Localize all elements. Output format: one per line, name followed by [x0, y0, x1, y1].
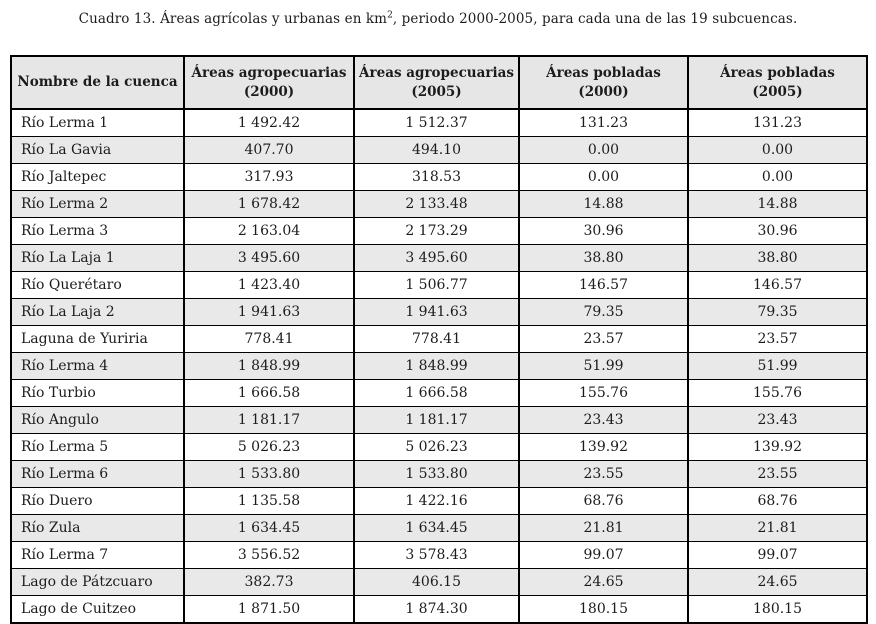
cuenca-name-cell: Río Lerma 3 [11, 218, 184, 245]
area-value-cell: 38.80 [688, 245, 867, 272]
area-value-cell: 2 133.48 [354, 191, 519, 218]
area-value-cell: 406.15 [354, 569, 519, 596]
area-value-cell: 382.73 [184, 569, 354, 596]
area-value-cell: 3 578.43 [354, 542, 519, 569]
table-row [11, 326, 867, 353]
column-header-nombre [11, 56, 184, 109]
area-value-cell: 131.23 [688, 109, 867, 137]
area-value-cell: 1 181.17 [184, 407, 354, 434]
table-row [11, 299, 867, 326]
cuenca-name-cell: Río La Laja 1 [11, 245, 184, 272]
cuenca-name-cell: Lago de Pátzcuaro [11, 569, 184, 596]
area-value-cell: 30.96 [519, 218, 688, 245]
area-value-cell: 1 634.45 [184, 515, 354, 542]
area-value-cell: 0.00 [688, 164, 867, 191]
area-value-cell: 1 512.37 [354, 109, 519, 137]
cuenca-name-cell: Río Lerma 2 [11, 191, 184, 218]
area-value-cell: 14.88 [519, 191, 688, 218]
table-row [11, 434, 867, 461]
header-line1: Áreas agropecuarias [359, 65, 514, 82]
table-row [11, 109, 867, 137]
table-row [11, 164, 867, 191]
cuenca-name-cell: Río Lerma 6 [11, 461, 184, 488]
area-value-cell: 1 871.50 [184, 596, 354, 624]
area-value-cell: 1 666.58 [184, 380, 354, 407]
table-row [11, 407, 867, 434]
caption-text-post: , periodo 2000-2005, para cada una de las 19 subcuencas. [392, 11, 798, 27]
area-value-cell: 139.92 [519, 434, 688, 461]
cuenca-name-cell: Río Lerma 5 [11, 434, 184, 461]
header-line1: Áreas pobladas [546, 65, 661, 82]
table-row [11, 461, 867, 488]
area-value-cell: 1 941.63 [184, 299, 354, 326]
area-value-cell: 180.15 [519, 596, 688, 624]
area-value-cell: 24.65 [519, 569, 688, 596]
cuenca-name-cell: Río Lerma 4 [11, 353, 184, 380]
cuenca-name-cell: Río Turbio [11, 380, 184, 407]
header-line1: Áreas pobladas [720, 65, 835, 82]
cuenca-name-cell: Lago de Cuitzeo [11, 596, 184, 624]
area-value-cell: 139.92 [688, 434, 867, 461]
table-row [11, 353, 867, 380]
area-value-cell: 51.99 [688, 353, 867, 380]
table-row [11, 137, 867, 164]
header-line2: (2005) [411, 83, 462, 100]
table-row [11, 272, 867, 299]
table-row [11, 218, 867, 245]
cuenca-name-cell: Río Querétaro [11, 272, 184, 299]
cuenca-name-cell: Río Angulo [11, 407, 184, 434]
area-value-cell: 23.57 [519, 326, 688, 353]
area-value-cell: 38.80 [519, 245, 688, 272]
area-value-cell: 51.99 [519, 353, 688, 380]
area-value-cell: 79.35 [688, 299, 867, 326]
header-row [11, 56, 867, 109]
cuenca-name-cell: Río Jaltepec [11, 164, 184, 191]
caption-text-pre: Cuadro 13. Áreas agrícolas y urbanas en km [78, 11, 388, 27]
area-value-cell: 1 666.58 [354, 380, 519, 407]
area-value-cell: 68.76 [519, 488, 688, 515]
area-value-cell: 1 533.80 [184, 461, 354, 488]
table-row [11, 191, 867, 218]
area-value-cell: 79.35 [519, 299, 688, 326]
area-value-cell: 99.07 [688, 542, 867, 569]
area-value-cell: 23.57 [688, 326, 867, 353]
area-value-cell: 1 874.30 [354, 596, 519, 624]
cuenca-name-cell: Río La Laja 2 [11, 299, 184, 326]
area-value-cell: 407.70 [184, 137, 354, 164]
table-row [11, 515, 867, 542]
area-value-cell: 23.43 [519, 407, 688, 434]
header-line2: (2000) [578, 83, 629, 100]
area-value-cell: 318.53 [354, 164, 519, 191]
area-value-cell: 5 026.23 [184, 434, 354, 461]
area-value-cell: 24.65 [688, 569, 867, 596]
table-body [11, 109, 867, 623]
area-value-cell: 1 533.80 [354, 461, 519, 488]
cuenca-name-cell: Laguna de Yuriria [11, 326, 184, 353]
area-value-cell: 68.76 [688, 488, 867, 515]
column-header-agropecuarias-2000 [184, 56, 354, 109]
table-row [11, 542, 867, 569]
area-value-cell: 146.57 [688, 272, 867, 299]
area-value-cell: 1 181.17 [354, 407, 519, 434]
area-value-cell: 1 678.42 [184, 191, 354, 218]
area-value-cell: 1 423.40 [184, 272, 354, 299]
cuenca-name-cell: Río Lerma 7 [11, 542, 184, 569]
table-row [11, 596, 867, 624]
area-value-cell: 23.43 [688, 407, 867, 434]
area-value-cell: 0.00 [519, 164, 688, 191]
area-value-cell: 2 163.04 [184, 218, 354, 245]
header-line1: Nombre de la cuenca [17, 74, 178, 91]
caption-superscript: 2 [387, 10, 393, 21]
area-value-cell: 1 492.42 [184, 109, 354, 137]
area-value-cell: 180.15 [688, 596, 867, 624]
area-value-cell: 778.41 [354, 326, 519, 353]
area-value-cell: 146.57 [519, 272, 688, 299]
table-row [11, 245, 867, 272]
area-value-cell: 155.76 [519, 380, 688, 407]
table-row [11, 488, 867, 515]
area-value-cell: 3 495.60 [184, 245, 354, 272]
area-value-cell: 21.81 [688, 515, 867, 542]
area-value-cell: 3 495.60 [354, 245, 519, 272]
table-header [11, 56, 867, 109]
area-value-cell: 317.93 [184, 164, 354, 191]
table-row [11, 569, 867, 596]
cuenca-name-cell: Río Lerma 1 [11, 109, 184, 137]
area-value-cell: 23.55 [519, 461, 688, 488]
cuenca-name-cell: Río Zula [11, 515, 184, 542]
area-value-cell: 0.00 [688, 137, 867, 164]
area-value-cell: 3 556.52 [184, 542, 354, 569]
area-value-cell: 1 848.99 [354, 353, 519, 380]
area-value-cell: 14.88 [688, 191, 867, 218]
subcuencas-table [10, 55, 868, 624]
area-value-cell: 131.23 [519, 109, 688, 137]
area-value-cell: 0.00 [519, 137, 688, 164]
area-value-cell: 1 506.77 [354, 272, 519, 299]
area-value-cell: 494.10 [354, 137, 519, 164]
area-value-cell: 1 422.16 [354, 488, 519, 515]
area-value-cell: 23.55 [688, 461, 867, 488]
area-value-cell: 1 848.99 [184, 353, 354, 380]
area-value-cell: 30.96 [688, 218, 867, 245]
area-value-cell: 778.41 [184, 326, 354, 353]
area-value-cell: 2 173.29 [354, 218, 519, 245]
area-value-cell: 5 026.23 [354, 434, 519, 461]
header-line2: (2005) [752, 83, 803, 100]
column-header-pobladas-2005 [688, 56, 867, 109]
table-row [11, 380, 867, 407]
area-value-cell: 1 634.45 [354, 515, 519, 542]
column-header-agropecuarias-2005 [354, 56, 519, 109]
area-value-cell: 155.76 [688, 380, 867, 407]
area-value-cell: 21.81 [519, 515, 688, 542]
table-caption [0, 0, 876, 27]
area-value-cell: 1 135.58 [184, 488, 354, 515]
header-line1: Áreas agropecuarias [191, 65, 347, 82]
area-value-cell: 1 941.63 [354, 299, 519, 326]
cuenca-name-cell: Río Duero [11, 488, 184, 515]
header-line2: (2000) [243, 83, 295, 100]
column-header-pobladas-2000 [519, 56, 688, 109]
cuenca-name-cell: Río La Gavia [11, 137, 184, 164]
area-value-cell: 99.07 [519, 542, 688, 569]
